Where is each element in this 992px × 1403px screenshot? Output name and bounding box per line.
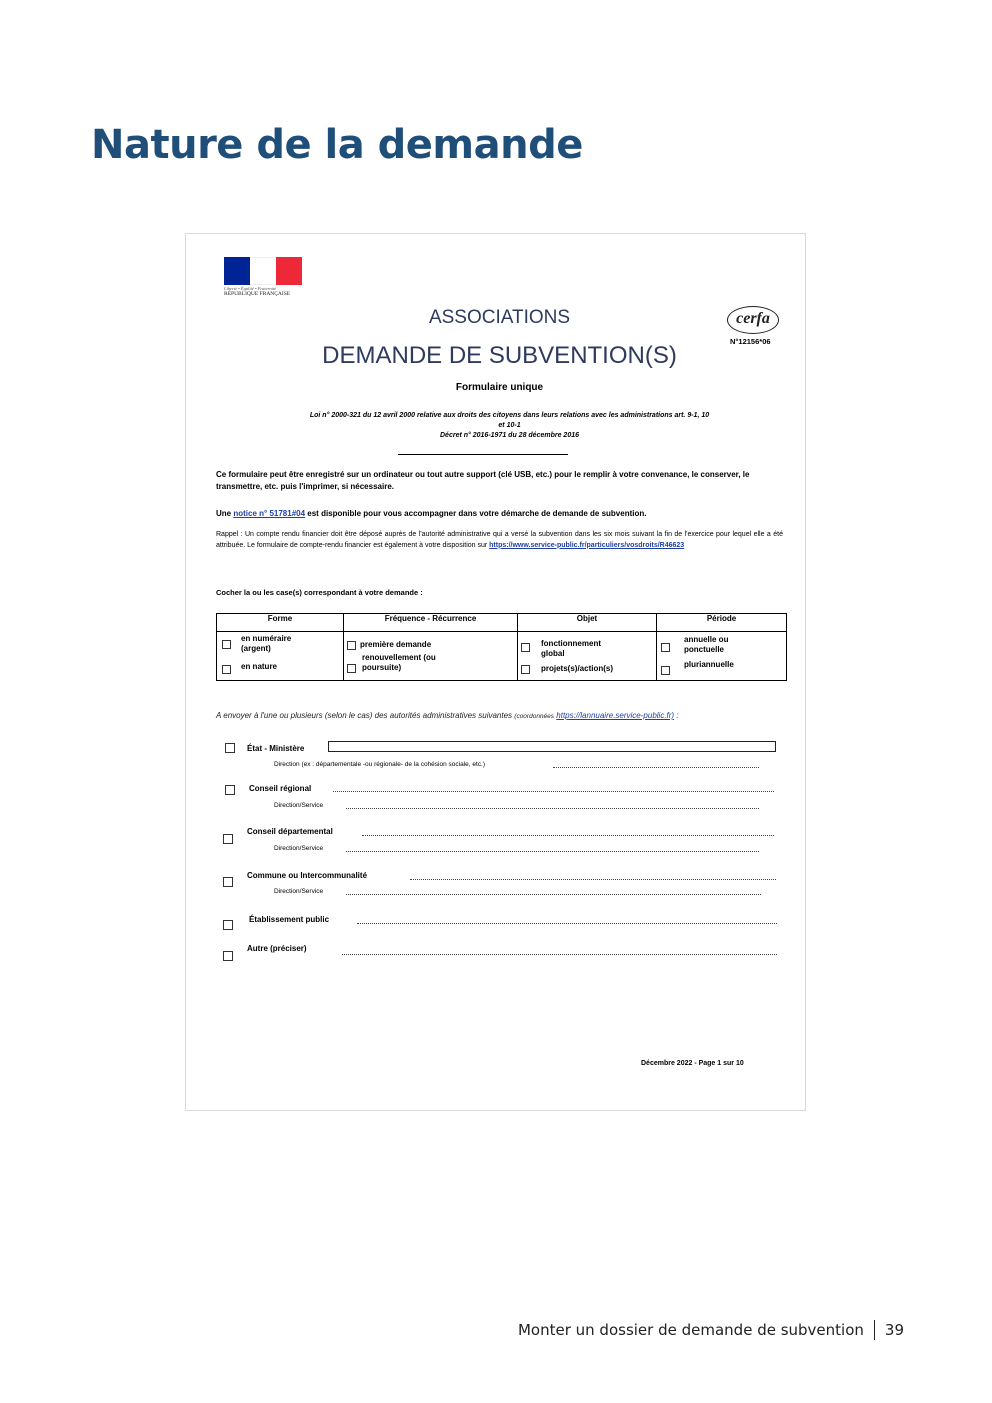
reminder-body: Rappel : Un compte rendu financier doit être déposé auprès de l'autorité administrative qui a versé la subvention dans les six mois suivant la fin de l'exercice pour lequel elle a été attribuée. Le formulaire de compte-rendu financier est également à votre disposition sur [216, 531, 783, 549]
checkbox[interactable] [661, 666, 670, 675]
republic-name: RÉPUBLIQUE FRANÇAISE [224, 291, 291, 297]
direction-label: Direction/Service [274, 845, 324, 852]
dotted-line [346, 851, 759, 852]
checkbox-commune[interactable] [223, 877, 233, 887]
dotted-line [333, 791, 774, 792]
label-etat: État - Ministère [247, 744, 305, 753]
send-coord: (coordonnées [514, 713, 555, 720]
form-title: DEMANDE DE SUBVENTION(S) [322, 342, 677, 369]
dotted-line [362, 835, 774, 836]
flag-icon [224, 257, 302, 285]
direction-label: Direction/Service [274, 888, 324, 895]
label-autre: Autre (préciser) [247, 944, 307, 953]
option-label: fonctionnement global [541, 639, 601, 658]
col-header: Période [657, 614, 787, 632]
checkbox[interactable] [521, 665, 530, 674]
footer-text: Monter un dossier de demande de subvention [517, 1321, 864, 1339]
reminder-text [216, 530, 783, 551]
checkbox-departement[interactable] [223, 834, 233, 844]
form-heading: ASSOCIATIONS [428, 307, 571, 328]
notice-pre: Une [216, 509, 232, 518]
form-page-footer: Décembre 2022 - Page 1 sur 10 [641, 1060, 744, 1067]
notice-post: est disponible pour vous accompagner dans votre démarche de demande de subvention. [307, 509, 647, 518]
etat-input[interactable] [328, 741, 776, 752]
direction-label: Direction/Service [274, 802, 324, 809]
label-etablissement: Établissement public [249, 915, 330, 924]
notice-text [216, 508, 782, 520]
notice-link[interactable]: notice n° 51781#04 [233, 509, 306, 518]
send-end: : [674, 711, 679, 720]
option-label: annuelle ou ponctuelle [684, 635, 729, 654]
label-commune: Commune ou Intercommunalité [247, 871, 368, 880]
forme-cell [217, 632, 344, 681]
dotted-line [410, 879, 776, 880]
cerfa-logo: cerfa [727, 306, 779, 334]
col-header: Objet [518, 614, 657, 632]
dotted-line [346, 894, 761, 895]
option-label: projets(s)/action(s) [541, 664, 614, 673]
checkbox[interactable] [222, 640, 231, 649]
page-number: 39 [884, 1321, 904, 1339]
footer-separator [874, 1320, 875, 1340]
page-footer [518, 1320, 904, 1340]
option-label: en numéraire (argent) [241, 634, 292, 653]
law-line: et 10-1 [498, 422, 521, 429]
send-text: A envoyer à l'une ou plusieurs (selon le cas) des autorités administratives suivantes [216, 711, 513, 720]
option-label: renouvellement (ou poursuite) [362, 653, 436, 672]
annuaire-link[interactable]: https://lannuaire.service-public.fr) [556, 711, 675, 720]
motto: Liberté • Égalité • Fraternité [224, 286, 277, 291]
check-instruction: Cocher la ou les case(s) correspondant à votre demande : [216, 588, 423, 597]
page-title: Nature de la demande [91, 122, 583, 168]
checkbox[interactable] [661, 643, 670, 652]
intro-text: Ce formulaire peut être enregistré sur un ordinateur ou tout autre support (clé USB, etc.) pour le remplir à votre convenance, le conserver, le transmettre, etc. puis l'imprimer, si nécessaire. [216, 470, 750, 491]
frequence-cell [344, 632, 518, 681]
send-instruction [216, 710, 782, 722]
checkbox-autre[interactable] [223, 951, 233, 961]
label-region: Conseil régional [249, 784, 312, 793]
checkbox-region[interactable] [225, 785, 235, 795]
dotted-line [553, 767, 759, 768]
col-header: Forme [217, 614, 344, 632]
dotted-line [342, 954, 777, 955]
dotted-line [357, 923, 777, 924]
dotted-line [346, 808, 759, 809]
cerfa-number: N°12156*06 [730, 337, 771, 346]
label-departement: Conseil départemental [247, 827, 333, 836]
periode-cell [657, 632, 787, 681]
checkbox[interactable] [222, 665, 231, 674]
law-reference [246, 411, 773, 441]
col-header: Fréquence - Récurrence [344, 614, 518, 632]
checkbox-etat[interactable] [225, 743, 235, 753]
form-image [185, 233, 806, 1111]
reminder-link[interactable]: https://www.service-public.fr/particuliers/vosdroits/R46623 [489, 541, 685, 549]
checkbox[interactable] [347, 664, 356, 673]
option-label: première demande [360, 640, 432, 649]
request-type-table [216, 613, 787, 681]
separator [398, 454, 568, 455]
objet-cell [518, 632, 657, 681]
option-label: en nature [241, 662, 278, 671]
republic-logo [224, 257, 304, 297]
checkbox-etablissement[interactable] [223, 920, 233, 930]
form-subtitle: Formulaire unique [455, 382, 544, 393]
checkbox[interactable] [521, 643, 530, 652]
option-label: pluriannuelle [684, 660, 734, 669]
checkbox[interactable] [347, 641, 356, 650]
law-line: Loi n° 2000-321 du 12 avril 2000 relative aux droits des citoyens dans leurs relations avec les administrations art. 9-1, 10 [309, 412, 710, 419]
etat-direction-label: Direction (ex : départementale -ou régionale- de la cohésion sociale, etc.) [274, 761, 486, 768]
decree-line: Décret n° 2016-1971 du 28 décembre 2016 [440, 432, 579, 439]
